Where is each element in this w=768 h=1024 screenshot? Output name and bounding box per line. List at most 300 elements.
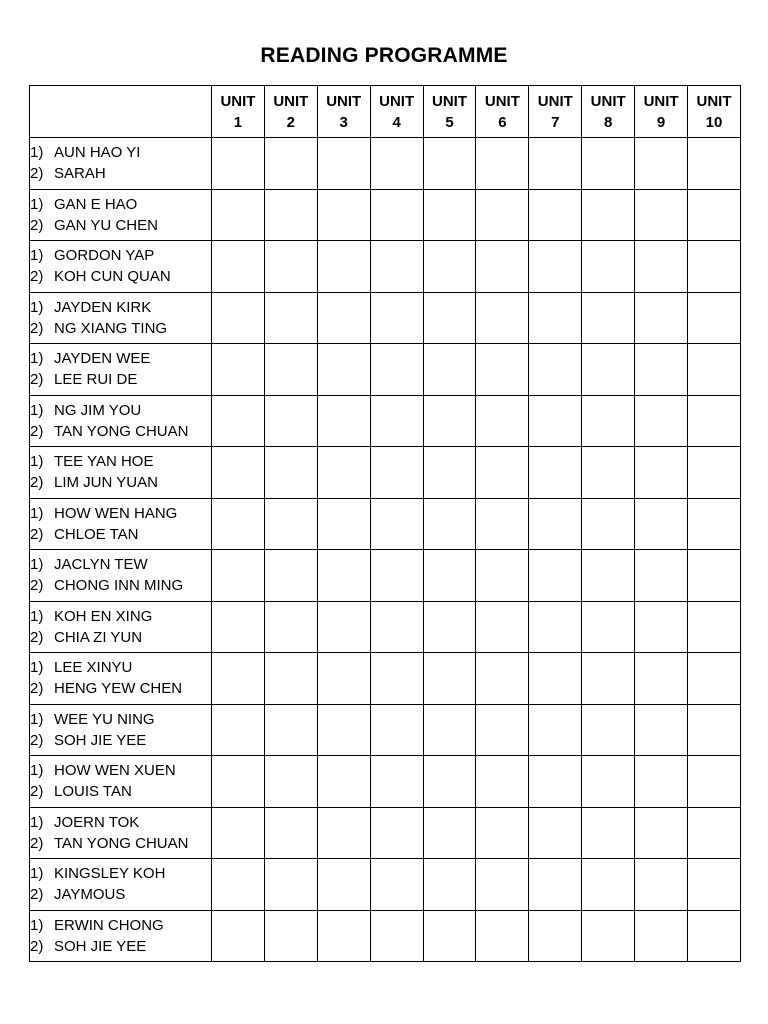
student-name-second xyxy=(30,472,211,493)
unit-5-cell[interactable] xyxy=(423,550,476,602)
list-marker: 2) xyxy=(30,577,44,595)
unit-7-cell[interactable] xyxy=(529,395,582,447)
unit-3-cell[interactable] xyxy=(317,550,370,602)
student-name-second xyxy=(30,575,211,596)
unit-7-cell[interactable] xyxy=(529,189,582,241)
student-name-first xyxy=(30,657,211,678)
unit-6-cell[interactable] xyxy=(476,395,529,447)
list-marker: 1) xyxy=(30,350,44,368)
unit-6-cell[interactable] xyxy=(476,447,529,499)
unit-10-cell[interactable] xyxy=(688,344,741,396)
unit-3-cell[interactable] xyxy=(317,601,370,653)
unit-5-cell[interactable] xyxy=(423,704,476,756)
unit-2-cell[interactable] xyxy=(264,189,317,241)
page-title: READING PROGRAMME xyxy=(260,44,508,67)
unit-9-cell[interactable] xyxy=(635,601,688,653)
table-row xyxy=(30,344,741,396)
unit-2-cell[interactable] xyxy=(264,601,317,653)
unit-3-cell[interactable] xyxy=(317,704,370,756)
unit-3-cell[interactable] xyxy=(317,344,370,396)
table-row xyxy=(30,241,741,293)
student-name-second xyxy=(30,781,211,802)
list-marker: 1) xyxy=(30,144,44,162)
unit-5-cell[interactable] xyxy=(423,395,476,447)
unit-7-cell[interactable] xyxy=(529,344,582,396)
list-marker: 1) xyxy=(30,865,44,883)
unit-1-cell[interactable] xyxy=(212,189,265,241)
student-name: JACLYN TEW xyxy=(54,556,148,574)
names-cell xyxy=(30,859,212,911)
student-name: JAYMOUS xyxy=(54,886,126,904)
unit-header-4: UNIT 4 xyxy=(370,86,423,138)
unit-8-cell[interactable] xyxy=(582,344,635,396)
unit-6-cell[interactable] xyxy=(476,859,529,911)
list-marker: 1) xyxy=(30,453,44,471)
list-marker: 2) xyxy=(30,371,44,389)
unit-header-2: UNIT 2 xyxy=(264,86,317,138)
unit-5-cell[interactable] xyxy=(423,138,476,190)
student-name: AUN HAO YI xyxy=(54,144,141,162)
student-name: TEE YAN HOE xyxy=(54,453,154,471)
table-row xyxy=(30,859,741,911)
unit-3-cell[interactable] xyxy=(317,447,370,499)
unit-8-cell[interactable] xyxy=(582,498,635,550)
unit-header-7: UNIT 7 xyxy=(529,86,582,138)
table-row xyxy=(30,756,741,808)
student-name-second xyxy=(30,524,211,545)
list-marker: 2) xyxy=(30,886,44,904)
unit-1-cell[interactable] xyxy=(212,704,265,756)
unit-8-cell[interactable] xyxy=(582,910,635,962)
names-cell xyxy=(30,447,212,499)
student-name-first xyxy=(30,554,211,575)
list-marker: 2) xyxy=(30,525,44,543)
list-marker: 1) xyxy=(30,607,44,625)
student-name: SOH JIE YEE xyxy=(54,731,147,749)
student-name-first xyxy=(30,245,211,266)
unit-5-cell[interactable] xyxy=(423,447,476,499)
list-marker: 1) xyxy=(30,762,44,780)
unit-1-cell[interactable] xyxy=(212,910,265,962)
student-name: NG XIANG TING xyxy=(54,319,168,337)
table-row xyxy=(30,653,741,705)
unit-5-cell[interactable] xyxy=(423,241,476,293)
table-row xyxy=(30,910,741,962)
unit-10-cell[interactable] xyxy=(688,910,741,962)
unit-9-cell[interactable] xyxy=(635,292,688,344)
unit-2-cell[interactable] xyxy=(264,395,317,447)
unit-10-cell[interactable] xyxy=(688,292,741,344)
student-name: HENG YEW CHEN xyxy=(54,680,183,698)
unit-header-1: UNIT 1 xyxy=(212,86,265,138)
unit-3-cell[interactable] xyxy=(317,498,370,550)
student-name: LOUIS TAN xyxy=(54,783,132,801)
unit-9-cell[interactable] xyxy=(635,910,688,962)
unit-3-cell[interactable] xyxy=(317,807,370,859)
unit-1-cell[interactable] xyxy=(212,395,265,447)
unit-9-cell[interactable] xyxy=(635,241,688,293)
unit-header-3: UNIT 3 xyxy=(317,86,370,138)
student-name: LEE RUI DE xyxy=(54,371,138,389)
unit-3-cell[interactable] xyxy=(317,292,370,344)
unit-2-cell[interactable] xyxy=(264,550,317,602)
student-name-second xyxy=(30,627,211,648)
unit-10-cell[interactable] xyxy=(688,138,741,190)
unit-7-cell[interactable] xyxy=(529,447,582,499)
unit-6-cell[interactable] xyxy=(476,344,529,396)
list-marker: 2) xyxy=(30,319,44,337)
unit-8-cell[interactable] xyxy=(582,292,635,344)
student-name-second xyxy=(30,936,211,957)
unit-4-cell[interactable] xyxy=(370,807,423,859)
unit-8-cell[interactable] xyxy=(582,189,635,241)
unit-10-cell[interactable] xyxy=(688,859,741,911)
unit-5-cell[interactable] xyxy=(423,498,476,550)
unit-2-cell[interactable] xyxy=(264,241,317,293)
unit-3-cell[interactable] xyxy=(317,395,370,447)
unit-2-cell[interactable] xyxy=(264,447,317,499)
list-marker: 1) xyxy=(30,556,44,574)
unit-2-cell[interactable] xyxy=(264,910,317,962)
names-cell xyxy=(30,344,212,396)
blank-header-cell xyxy=(30,86,212,138)
unit-2-cell[interactable] xyxy=(264,807,317,859)
unit-4-cell[interactable] xyxy=(370,292,423,344)
table-row xyxy=(30,292,741,344)
unit-8-cell[interactable] xyxy=(582,807,635,859)
unit-6-cell[interactable] xyxy=(476,241,529,293)
unit-1-cell[interactable] xyxy=(212,292,265,344)
student-name-second xyxy=(30,421,211,442)
unit-9-cell[interactable] xyxy=(635,807,688,859)
student-name: CHLOE TAN xyxy=(54,525,139,543)
unit-4-cell[interactable] xyxy=(370,550,423,602)
unit-10-cell[interactable] xyxy=(688,395,741,447)
student-name: KOH EN XING xyxy=(54,607,153,625)
unit-9-cell[interactable] xyxy=(635,395,688,447)
student-name: JOERN TOK xyxy=(54,813,140,831)
student-name-first xyxy=(30,451,211,472)
unit-6-cell[interactable] xyxy=(476,189,529,241)
student-name: GAN E HAO xyxy=(54,195,138,213)
student-name-second xyxy=(30,730,211,751)
unit-5-cell[interactable] xyxy=(423,807,476,859)
list-marker: 2) xyxy=(30,216,44,234)
unit-header-6: UNIT 6 xyxy=(476,86,529,138)
unit-9-cell[interactable] xyxy=(635,138,688,190)
student-name-first xyxy=(30,915,211,936)
unit-10-cell[interactable] xyxy=(688,241,741,293)
unit-6-cell[interactable] xyxy=(476,756,529,808)
unit-9-cell[interactable] xyxy=(635,498,688,550)
student-name-first xyxy=(30,606,211,627)
unit-1-cell[interactable] xyxy=(212,344,265,396)
list-marker: 1) xyxy=(30,195,44,213)
list-marker: 1) xyxy=(30,247,44,265)
student-name-first xyxy=(30,503,211,524)
unit-5-cell[interactable] xyxy=(423,189,476,241)
list-marker: 2) xyxy=(30,680,44,698)
student-name: GORDON YAP xyxy=(54,247,155,265)
names-cell xyxy=(30,292,212,344)
unit-10-cell[interactable] xyxy=(688,550,741,602)
unit-8-cell[interactable] xyxy=(582,756,635,808)
list-marker: 2) xyxy=(30,422,44,440)
student-name-first xyxy=(30,812,211,833)
unit-6-cell[interactable] xyxy=(476,550,529,602)
student-name: GAN YU CHEN xyxy=(54,216,158,234)
list-marker: 2) xyxy=(30,937,44,955)
table-row xyxy=(30,447,741,499)
unit-header-8: UNIT 8 xyxy=(582,86,635,138)
student-name: JAYDEN WEE xyxy=(54,350,151,368)
unit-3-cell[interactable] xyxy=(317,756,370,808)
table-row xyxy=(30,601,741,653)
unit-6-cell[interactable] xyxy=(476,498,529,550)
unit-3-cell[interactable] xyxy=(317,241,370,293)
list-marker: 1) xyxy=(30,401,44,419)
unit-5-cell[interactable] xyxy=(423,344,476,396)
unit-2-cell[interactable] xyxy=(264,344,317,396)
unit-1-cell[interactable] xyxy=(212,241,265,293)
student-name: JAYDEN KIRK xyxy=(54,298,152,316)
unit-1-cell[interactable] xyxy=(212,859,265,911)
student-name: ERWIN CHONG xyxy=(54,916,164,934)
unit-2-cell[interactable] xyxy=(264,138,317,190)
table-body xyxy=(30,138,741,962)
unit-4-cell[interactable] xyxy=(370,653,423,705)
unit-2-cell[interactable] xyxy=(264,704,317,756)
student-name: HOW WEN HANG xyxy=(54,504,178,522)
unit-2-cell[interactable] xyxy=(264,756,317,808)
unit-1-cell[interactable] xyxy=(212,601,265,653)
unit-7-cell[interactable] xyxy=(529,241,582,293)
unit-header-9: UNIT 9 xyxy=(635,86,688,138)
unit-2-cell[interactable] xyxy=(264,498,317,550)
student-name-first xyxy=(30,348,211,369)
unit-3-cell[interactable] xyxy=(317,859,370,911)
header-row xyxy=(30,86,741,138)
names-cell xyxy=(30,395,212,447)
unit-9-cell[interactable] xyxy=(635,189,688,241)
names-cell xyxy=(30,910,212,962)
student-name-second xyxy=(30,163,211,184)
unit-2-cell[interactable] xyxy=(264,292,317,344)
table-row xyxy=(30,550,741,602)
list-marker: 2) xyxy=(30,783,44,801)
student-name: CHIA ZI YUN xyxy=(54,628,143,646)
unit-2-cell[interactable] xyxy=(264,859,317,911)
reading-table xyxy=(29,85,741,962)
student-name-second xyxy=(30,884,211,905)
unit-4-cell[interactable] xyxy=(370,138,423,190)
unit-1-cell[interactable] xyxy=(212,756,265,808)
unit-10-cell[interactable] xyxy=(688,704,741,756)
unit-4-cell[interactable] xyxy=(370,859,423,911)
unit-4-cell[interactable] xyxy=(370,910,423,962)
unit-4-cell[interactable] xyxy=(370,756,423,808)
names-cell xyxy=(30,138,212,190)
unit-1-cell[interactable] xyxy=(212,807,265,859)
student-name-second xyxy=(30,266,211,287)
table-row xyxy=(30,189,741,241)
unit-6-cell[interactable] xyxy=(476,910,529,962)
student-name-first xyxy=(30,709,211,730)
unit-7-cell[interactable] xyxy=(529,756,582,808)
names-cell xyxy=(30,498,212,550)
unit-7-cell[interactable] xyxy=(529,292,582,344)
names-cell xyxy=(30,241,212,293)
list-marker: 1) xyxy=(30,916,44,934)
unit-1-cell[interactable] xyxy=(212,653,265,705)
table-row xyxy=(30,138,741,190)
student-name-first xyxy=(30,863,211,884)
unit-4-cell[interactable] xyxy=(370,601,423,653)
unit-9-cell[interactable] xyxy=(635,756,688,808)
student-name-second xyxy=(30,833,211,854)
table-row xyxy=(30,498,741,550)
student-name-first xyxy=(30,760,211,781)
unit-8-cell[interactable] xyxy=(582,550,635,602)
student-name: KOH CUN QUAN xyxy=(54,268,171,286)
unit-6-cell[interactable] xyxy=(476,601,529,653)
unit-8-cell[interactable] xyxy=(582,241,635,293)
unit-10-cell[interactable] xyxy=(688,653,741,705)
table-row xyxy=(30,807,741,859)
unit-10-cell[interactable] xyxy=(688,498,741,550)
unit-3-cell[interactable] xyxy=(317,910,370,962)
student-name-first xyxy=(30,194,211,215)
list-marker: 1) xyxy=(30,659,44,677)
unit-9-cell[interactable] xyxy=(635,653,688,705)
unit-9-cell[interactable] xyxy=(635,550,688,602)
unit-4-cell[interactable] xyxy=(370,447,423,499)
unit-3-cell[interactable] xyxy=(317,653,370,705)
student-name-second xyxy=(30,318,211,339)
unit-1-cell[interactable] xyxy=(212,138,265,190)
unit-8-cell[interactable] xyxy=(582,138,635,190)
list-marker: 2) xyxy=(30,834,44,852)
unit-4-cell[interactable] xyxy=(370,241,423,293)
unit-7-cell[interactable] xyxy=(529,498,582,550)
unit-6-cell[interactable] xyxy=(476,653,529,705)
list-marker: 1) xyxy=(30,298,44,316)
unit-10-cell[interactable] xyxy=(688,189,741,241)
unit-header-5: UNIT 5 xyxy=(423,86,476,138)
names-cell xyxy=(30,189,212,241)
unit-5-cell[interactable] xyxy=(423,910,476,962)
list-marker: 2) xyxy=(30,268,44,286)
unit-4-cell[interactable] xyxy=(370,704,423,756)
unit-8-cell[interactable] xyxy=(582,859,635,911)
names-cell xyxy=(30,601,212,653)
unit-9-cell[interactable] xyxy=(635,447,688,499)
student-name-first xyxy=(30,400,211,421)
unit-10-cell[interactable] xyxy=(688,601,741,653)
unit-3-cell[interactable] xyxy=(317,189,370,241)
list-marker: 1) xyxy=(30,710,44,728)
student-name: WEE YU NING xyxy=(54,710,155,728)
unit-6-cell[interactable] xyxy=(476,138,529,190)
student-name: NG JIM YOU xyxy=(54,401,142,419)
student-name-second xyxy=(30,369,211,390)
student-name: LIM JUN YUAN xyxy=(54,474,158,492)
student-name-second xyxy=(30,678,211,699)
unit-10-cell[interactable] xyxy=(688,807,741,859)
unit-5-cell[interactable] xyxy=(423,756,476,808)
student-name-second xyxy=(30,215,211,236)
student-name: SOH JIE YEE xyxy=(54,937,147,955)
unit-1-cell[interactable] xyxy=(212,550,265,602)
student-name: KINGSLEY KOH xyxy=(54,865,166,883)
unit-9-cell[interactable] xyxy=(635,859,688,911)
unit-7-cell[interactable] xyxy=(529,859,582,911)
unit-7-cell[interactable] xyxy=(529,910,582,962)
unit-1-cell[interactable] xyxy=(212,498,265,550)
unit-5-cell[interactable] xyxy=(423,653,476,705)
unit-9-cell[interactable] xyxy=(635,704,688,756)
unit-8-cell[interactable] xyxy=(582,447,635,499)
names-cell xyxy=(30,807,212,859)
unit-8-cell[interactable] xyxy=(582,653,635,705)
unit-7-cell[interactable] xyxy=(529,807,582,859)
student-name-first xyxy=(30,297,211,318)
unit-4-cell[interactable] xyxy=(370,498,423,550)
student-name: SARAH xyxy=(54,165,106,183)
names-cell xyxy=(30,704,212,756)
unit-9-cell[interactable] xyxy=(635,344,688,396)
unit-7-cell[interactable] xyxy=(529,138,582,190)
unit-5-cell[interactable] xyxy=(423,601,476,653)
unit-2-cell[interactable] xyxy=(264,653,317,705)
unit-8-cell[interactable] xyxy=(582,704,635,756)
list-marker: 2) xyxy=(30,165,44,183)
student-name: HOW WEN XUEN xyxy=(54,762,176,780)
table-row xyxy=(30,704,741,756)
names-cell xyxy=(30,550,212,602)
unit-10-cell[interactable] xyxy=(688,756,741,808)
list-marker: 2) xyxy=(30,731,44,749)
unit-6-cell[interactable] xyxy=(476,807,529,859)
unit-3-cell[interactable] xyxy=(317,138,370,190)
unit-7-cell[interactable] xyxy=(529,550,582,602)
unit-header-10: UNIT 10 xyxy=(688,86,741,138)
student-name: CHONG INN MING xyxy=(54,577,184,595)
unit-7-cell[interactable] xyxy=(529,653,582,705)
unit-4-cell[interactable] xyxy=(370,189,423,241)
unit-5-cell[interactable] xyxy=(423,859,476,911)
unit-7-cell[interactable] xyxy=(529,601,582,653)
unit-6-cell[interactable] xyxy=(476,704,529,756)
list-marker: 1) xyxy=(30,504,44,522)
unit-8-cell[interactable] xyxy=(582,601,635,653)
unit-1-cell[interactable] xyxy=(212,447,265,499)
unit-4-cell[interactable] xyxy=(370,344,423,396)
unit-6-cell[interactable] xyxy=(476,292,529,344)
list-marker: 2) xyxy=(30,628,44,646)
unit-4-cell[interactable] xyxy=(370,395,423,447)
unit-10-cell[interactable] xyxy=(688,447,741,499)
table-row xyxy=(30,395,741,447)
unit-5-cell[interactable] xyxy=(423,292,476,344)
student-name: TAN YONG CHUAN xyxy=(54,422,189,440)
student-name: LEE XINYU xyxy=(54,659,133,677)
list-marker: 2) xyxy=(30,474,44,492)
unit-8-cell[interactable] xyxy=(582,395,635,447)
names-cell xyxy=(30,653,212,705)
unit-7-cell[interactable] xyxy=(529,704,582,756)
student-name: TAN YONG CHUAN xyxy=(54,834,189,852)
